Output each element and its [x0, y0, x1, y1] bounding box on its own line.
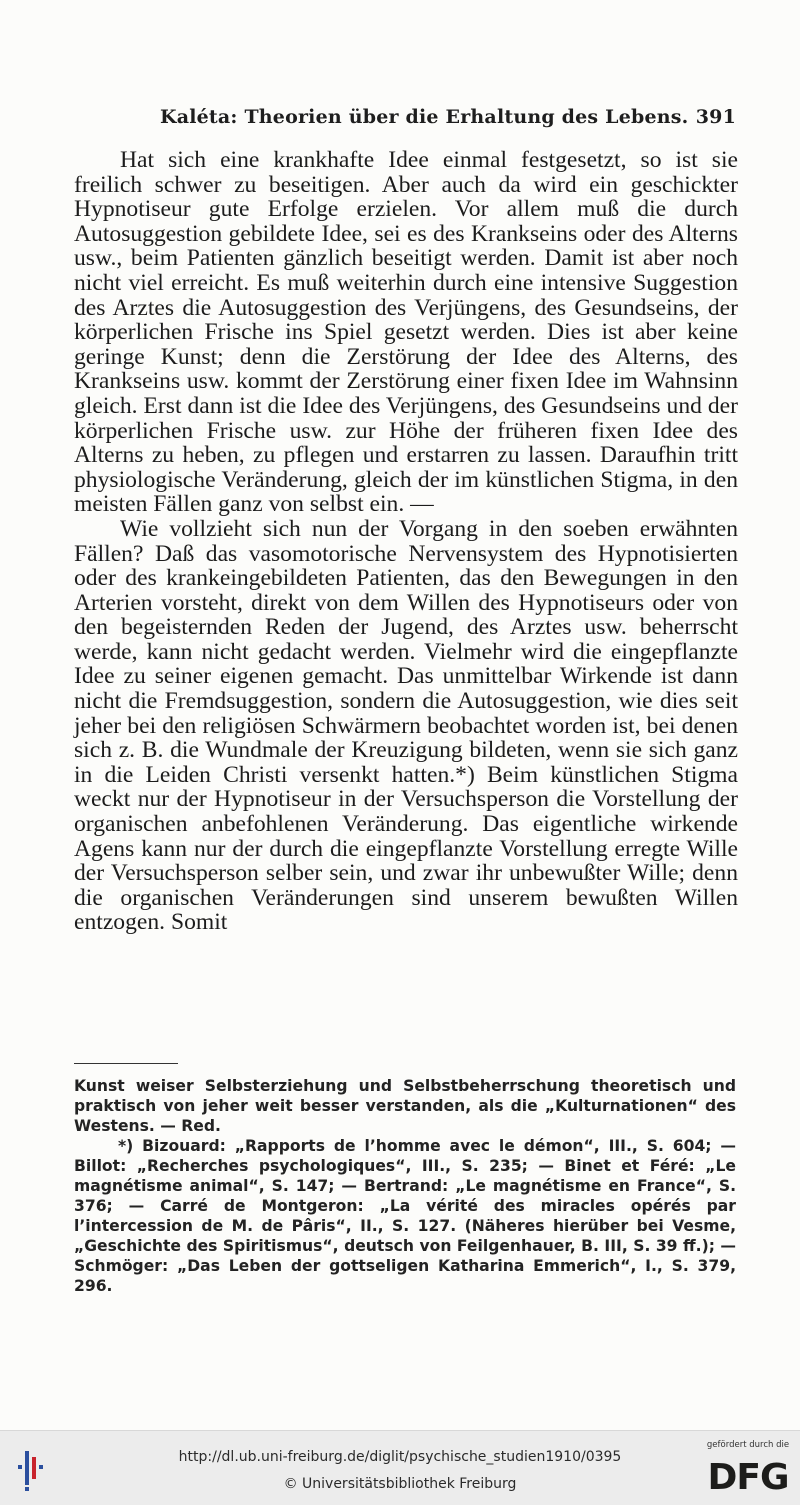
source-url[interactable]: http://dl.ub.uni-freiburg.de/diglit/psychische_studien1910/0395 [178, 1449, 622, 1465]
body-text [74, 148, 738, 935]
paragraph-2: Wie vollzieht sich nun der Vorgang in den soeben erwähnten Fällen? Daß das vasomotorische Nervensystem des Hypnotisierten oder des krankeingebildeten Patienten, das den Bewegungen in den Arterien vorsteht, direkt von dem Willen des Hypnotiseurs oder von den begeisternden Reden der Jugend, des Arztes usw. beherrscht werde, kann nicht gedacht werden. Vielmehr wird die eingepflanzte Idee zu seiner eigenen gemacht. Das unmittelbar Wirkende ist dann nicht die Fremdsuggestion, sondern die Autosuggestion, wie dies seit jeher bei den religiösen Schwärmern beobachtet worden ist, bei denen sich z. B. die Wundmale der Kreuzigung bildeten, wenn sie sich ganz in die Leiden Christi versenkt hatten.*) Beim künstlichen Stigma weckt nur der Hypnotiseur in der Versuchsperson die Vorstellung der organischen anbefohlenen Veränderung. Das eigentliche wirkende Agens kann nur der durch die eingepflanzte Vorstellung erregte Wille der Versuchsperson selber sein, und zwar ihr unbewußter Wille; denn die organischen Veränderungen sind unserem bewußten Willen entzogen. Somit [74, 515, 738, 936]
footnote-asterisk: *) Bizouard: „Rapports de l’homme avec le démon“, III., S. 604; — Billot: „Recherches psychologiques“, III., S. 235; — Binet et Féré: „Le magnétisme animal“, S. 147; — Bertrand: „Le magnétisme en France“, S. 376; — Carré de Montgeron: „La vérité des miracles opérés par l’intercession de M. de Pâris“, II., S. 127. (Näheres hierüber bei Vesme, „Geschichte des Spiritismus“, deutsch von Feilgenhauer, B. III, S. 39 ff.); — Schmöger: „Das Leben der gottseligen Katharina Emmerich“, I., S. 379, 296. [74, 1137, 736, 1295]
page-number: 391 [695, 106, 736, 128]
viewer-footer [0, 1430, 800, 1505]
running-head [160, 106, 740, 128]
dfg-logo-icon [700, 1437, 796, 1501]
paragraph-1: Hat sich eine krankhafte Idee einmal festgesetzt, so ist sie freilich schwer zu beseitigen. Aber auch da wird ein geschickter Hypnotiseur gute Erfolge erzielen. Vor allem muß die durch Autosuggestion gebildete Idee, sei es des Krankseins oder des Alterns usw., beim Patienten gänzlich beseitigt werden. Damit ist aber noch nicht viel erreicht. Es muß weiterhin durch eine intensive Suggestion des Arztes die Autosuggestion des Verjüngens, des Gesundseins, der körperlichen Frische ins Spiel gesetzt werden. Dies ist aber keine geringe Kunst; denn die Zerstörung der Idee des Alterns, des Krankseins usw. kommt der Zerstörung einer fixen Idee im Wahnsinn gleich. Erst dann ist die Idee des Verjüngens, des Gesundseins und der körperlichen Frische usw. zur Höhe der früheren fixen Idee des Alterns zu heben, zu pflegen und erstarren zu lassen. Daraufhin tritt physiologische Veränderung, gleich der im künstlichen Stigma, in den meisten Fällen ganz von selbst ein. — [74, 147, 738, 518]
footnote-continuation: Kunst weiser Selbsterziehung und Selbstbeherrschung theoretisch und praktisch von jeher weit besser verstanden, als die „Kulturnationen“ des Westens. — Red. [74, 1077, 736, 1135]
footnote-rule [74, 1063, 178, 1064]
dfg-caption: gefördert durch die [706, 1440, 790, 1450]
dfg-wordmark: DFG [707, 1457, 789, 1498]
footnotes [74, 1076, 736, 1296]
copyright-notice: © Universitätsbibliothek Freiburg [283, 1476, 517, 1492]
running-head-title: Kaléta: Theorien über die Erhaltung des Lebens. [160, 106, 689, 128]
